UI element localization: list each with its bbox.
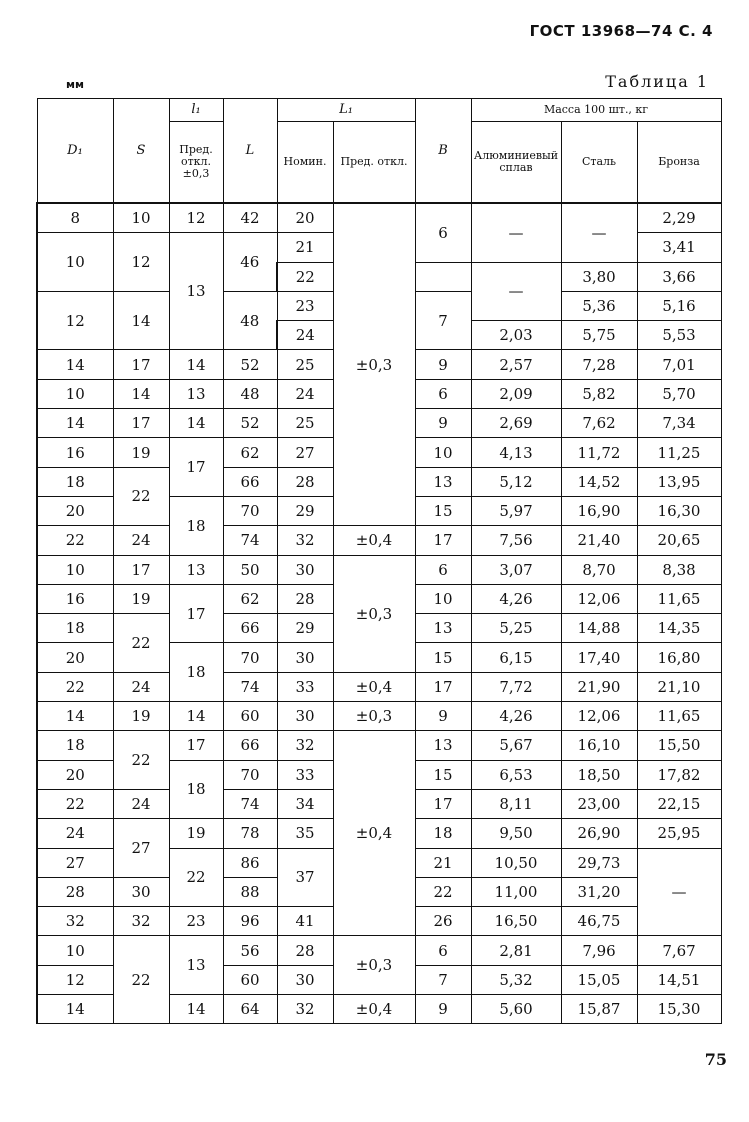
cell-l1-nom: 28 bbox=[277, 936, 333, 965]
cell-l1-nom: 28 bbox=[277, 584, 333, 613]
cell-alum: 5,60 bbox=[471, 995, 561, 1024]
cell-steel: 15,05 bbox=[561, 965, 637, 994]
cell-l: 66 bbox=[223, 467, 277, 496]
cell-s: 14 bbox=[113, 379, 169, 408]
cell-d: 14 bbox=[37, 409, 113, 438]
cell-alum: 5,67 bbox=[471, 731, 561, 760]
col-header-l1: l₁ bbox=[169, 99, 223, 122]
cell-d: 10 bbox=[37, 379, 113, 408]
cell-d: 8 bbox=[37, 203, 113, 233]
cell-s: 17 bbox=[113, 409, 169, 438]
cell-l1-nom: 29 bbox=[277, 496, 333, 525]
cell-alum: 2,57 bbox=[471, 350, 561, 379]
col-header-l1-tolerance: Пред. откл. bbox=[333, 122, 415, 204]
cell-alum: 16,50 bbox=[471, 907, 561, 936]
cell-l1-nom: 25 bbox=[277, 409, 333, 438]
cell-l1-nom: 29 bbox=[277, 614, 333, 643]
cell-l1-nom: 20 bbox=[277, 203, 333, 233]
col-header-big-l1: L₁ bbox=[277, 99, 415, 122]
cell-steel: 7,62 bbox=[561, 409, 637, 438]
cell-alum: 7,72 bbox=[471, 672, 561, 701]
cell-bronze: 3,41 bbox=[637, 233, 721, 262]
cell-l: 96 bbox=[223, 907, 277, 936]
cell-l: 86 bbox=[223, 848, 277, 877]
cell-steel: 23,00 bbox=[561, 789, 637, 818]
cell-steel: 5,82 bbox=[561, 379, 637, 408]
cell-steel: 12,06 bbox=[561, 584, 637, 613]
cell-l1: 13 bbox=[169, 379, 223, 408]
cell-s: 22 bbox=[113, 614, 169, 673]
cell-bronze: 11,65 bbox=[637, 584, 721, 613]
cell-d: 14 bbox=[37, 350, 113, 379]
cell-s: 12 bbox=[113, 233, 169, 292]
cell-tol: ±0,4 bbox=[333, 526, 415, 555]
cell-d: 12 bbox=[37, 965, 113, 994]
cell-l: 52 bbox=[223, 350, 277, 379]
cell-l: 74 bbox=[223, 526, 277, 555]
cell-steel: 8,70 bbox=[561, 555, 637, 584]
cell-d: 14 bbox=[37, 995, 113, 1024]
cell-s: 32 bbox=[113, 907, 169, 936]
cell-steel: — bbox=[561, 203, 637, 262]
cell-bronze: 17,82 bbox=[637, 760, 721, 789]
cell-alum: 4,13 bbox=[471, 438, 561, 467]
cell-steel: 15,87 bbox=[561, 995, 637, 1024]
col-header-steel: Сталь bbox=[561, 122, 637, 204]
cell-b: 10 bbox=[415, 438, 471, 467]
cell-b: 15 bbox=[415, 643, 471, 672]
table-row bbox=[37, 731, 721, 760]
cell-l: 70 bbox=[223, 643, 277, 672]
cell-alum: — bbox=[471, 203, 561, 262]
cell-l1-nom: 28 bbox=[277, 467, 333, 496]
col-header-b: B bbox=[415, 99, 471, 204]
cell-l1: 14 bbox=[169, 409, 223, 438]
cell-bronze: 15,30 bbox=[637, 995, 721, 1024]
cell-bronze: 11,65 bbox=[637, 702, 721, 731]
cell-l1-nom: 30 bbox=[277, 555, 333, 584]
cell-bronze: 14,51 bbox=[637, 965, 721, 994]
cell-d: 22 bbox=[37, 526, 113, 555]
table-row bbox=[37, 555, 721, 584]
cell-b: 9 bbox=[415, 409, 471, 438]
cell-alum: 6,15 bbox=[471, 643, 561, 672]
cell-steel: 17,40 bbox=[561, 643, 637, 672]
cell-l1-nom: 32 bbox=[277, 995, 333, 1024]
cell-tol: ±0,3 bbox=[333, 936, 415, 995]
cell-l1-nom: 37 bbox=[277, 848, 333, 907]
cell-d: 32 bbox=[37, 907, 113, 936]
cell-bronze: — bbox=[637, 848, 721, 936]
cell-l: 62 bbox=[223, 584, 277, 613]
cell-l1-nom: 34 bbox=[277, 789, 333, 818]
cell-steel: 7,28 bbox=[561, 350, 637, 379]
cell-l1-nom: 22 bbox=[277, 262, 333, 291]
cell-l1: 18 bbox=[169, 760, 223, 819]
cell-s: 22 bbox=[113, 936, 169, 1024]
cell-l1: 18 bbox=[169, 643, 223, 702]
cell-b: 10 bbox=[415, 584, 471, 613]
cell-bronze: 16,80 bbox=[637, 643, 721, 672]
cell-l1-nom: 32 bbox=[277, 731, 333, 760]
cell-bronze: 5,53 bbox=[637, 321, 721, 350]
cell-l: 70 bbox=[223, 496, 277, 525]
cell-steel: 11,72 bbox=[561, 438, 637, 467]
cell-b: 13 bbox=[415, 731, 471, 760]
cell-b: 7 bbox=[415, 291, 471, 350]
cell-d: 10 bbox=[37, 233, 113, 292]
cell-l1-nom: 41 bbox=[277, 907, 333, 936]
col-header-s: S bbox=[113, 99, 169, 204]
cell-d: 24 bbox=[37, 819, 113, 848]
cell-d: 18 bbox=[37, 467, 113, 496]
cell-l: 74 bbox=[223, 672, 277, 701]
cell-l1: 13 bbox=[169, 936, 223, 995]
cell-bronze: 7,67 bbox=[637, 936, 721, 965]
table-row bbox=[37, 203, 721, 233]
cell-alum: 7,56 bbox=[471, 526, 561, 555]
cell-alum: — bbox=[471, 262, 561, 321]
cell-bronze: 25,95 bbox=[637, 819, 721, 848]
col-header-bronze: Бронза bbox=[637, 122, 721, 204]
cell-b: 21 bbox=[415, 848, 471, 877]
cell-steel: 16,90 bbox=[561, 496, 637, 525]
cell-l1-nom: 23 bbox=[277, 291, 333, 320]
cell-b: 22 bbox=[415, 877, 471, 906]
cell-tol: ±0,3 bbox=[333, 203, 415, 526]
cell-bronze: 22,15 bbox=[637, 789, 721, 818]
cell-d: 22 bbox=[37, 789, 113, 818]
cell-s: 17 bbox=[113, 555, 169, 584]
cell-b: 9 bbox=[415, 702, 471, 731]
cell-bronze: 14,35 bbox=[637, 614, 721, 643]
cell-l1: 14 bbox=[169, 702, 223, 731]
col-header-l1-nom: Номин. bbox=[277, 122, 333, 204]
cell-l: 42 bbox=[223, 203, 277, 233]
col-header-d: D₁ bbox=[37, 99, 113, 204]
cell-d: 10 bbox=[37, 936, 113, 965]
cell-l1: 17 bbox=[169, 584, 223, 643]
cell-l1-nom: 30 bbox=[277, 643, 333, 672]
cell-d: 18 bbox=[37, 731, 113, 760]
cell-alum: 6,53 bbox=[471, 760, 561, 789]
cell-b: 13 bbox=[415, 614, 471, 643]
cell-l: 46 bbox=[223, 233, 277, 292]
cell-alum: 2,69 bbox=[471, 409, 561, 438]
cell-b: 6 bbox=[415, 936, 471, 965]
cell-l1-nom: 30 bbox=[277, 702, 333, 731]
cell-alum: 3,07 bbox=[471, 555, 561, 584]
document-header: ГОСТ 13968—74 С. 4 bbox=[529, 22, 713, 40]
col-header-mass: Масса 100 шт., кг bbox=[471, 99, 721, 122]
cell-bronze: 16,30 bbox=[637, 496, 721, 525]
cell-d: 28 bbox=[37, 877, 113, 906]
cell-s: 30 bbox=[113, 877, 169, 906]
cell-b: 15 bbox=[415, 496, 471, 525]
cell-steel: 21,40 bbox=[561, 526, 637, 555]
dimensions-table bbox=[36, 98, 722, 1024]
cell-steel: 46,75 bbox=[561, 907, 637, 936]
cell-d: 22 bbox=[37, 672, 113, 701]
cell-l1-nom: 24 bbox=[277, 321, 333, 350]
cell-l1: 18 bbox=[169, 496, 223, 555]
cell-bronze: 13,95 bbox=[637, 467, 721, 496]
cell-l1-nom: 33 bbox=[277, 760, 333, 789]
cell-s: 24 bbox=[113, 526, 169, 555]
cell-b: 17 bbox=[415, 672, 471, 701]
cell-alum: 2,81 bbox=[471, 936, 561, 965]
cell-alum: 4,26 bbox=[471, 702, 561, 731]
cell-l: 66 bbox=[223, 614, 277, 643]
cell-bronze: 5,16 bbox=[637, 291, 721, 320]
cell-b: 15 bbox=[415, 760, 471, 789]
cell-bronze: 8,38 bbox=[637, 555, 721, 584]
table-row bbox=[37, 672, 721, 701]
col-header-alum: Алюминиевый сплав bbox=[471, 122, 561, 204]
cell-alum: 10,50 bbox=[471, 848, 561, 877]
cell-alum: 11,00 bbox=[471, 877, 561, 906]
cell-l1-nom: 27 bbox=[277, 438, 333, 467]
cell-l: 70 bbox=[223, 760, 277, 789]
cell-l: 52 bbox=[223, 409, 277, 438]
cell-d: 16 bbox=[37, 584, 113, 613]
cell-tol: ±0,4 bbox=[333, 672, 415, 701]
cell-b: 18 bbox=[415, 819, 471, 848]
cell-bronze: 11,25 bbox=[637, 438, 721, 467]
cell-steel: 7,96 bbox=[561, 936, 637, 965]
cell-tol: ±0,3 bbox=[333, 702, 415, 731]
cell-d: 12 bbox=[37, 291, 113, 350]
cell-l1: 12 bbox=[169, 203, 223, 233]
cell-bronze: 3,66 bbox=[637, 262, 721, 291]
cell-l: 50 bbox=[223, 555, 277, 584]
cell-l1-nom: 25 bbox=[277, 350, 333, 379]
cell-bronze: 2,29 bbox=[637, 203, 721, 233]
cell-l1: 22 bbox=[169, 848, 223, 907]
table-row bbox=[37, 702, 721, 731]
cell-l1: 14 bbox=[169, 350, 223, 379]
cell-b: 17 bbox=[415, 526, 471, 555]
cell-s: 19 bbox=[113, 702, 169, 731]
cell-l: 60 bbox=[223, 702, 277, 731]
cell-steel: 16,10 bbox=[561, 731, 637, 760]
cell-d: 14 bbox=[37, 702, 113, 731]
col-header-l: L bbox=[223, 99, 277, 204]
cell-s: 27 bbox=[113, 819, 169, 878]
cell-s: 22 bbox=[113, 731, 169, 790]
cell-l1-nom: 30 bbox=[277, 965, 333, 994]
cell-s: 17 bbox=[113, 350, 169, 379]
cell-s: 19 bbox=[113, 438, 169, 467]
cell-l1: 13 bbox=[169, 555, 223, 584]
cell-l: 56 bbox=[223, 936, 277, 965]
cell-l1-nom: 35 bbox=[277, 819, 333, 848]
cell-b: 17 bbox=[415, 789, 471, 818]
cell-alum: 4,26 bbox=[471, 584, 561, 613]
cell-steel: 3,80 bbox=[561, 262, 637, 291]
cell-alum: 5,32 bbox=[471, 965, 561, 994]
cell-l1: 13 bbox=[169, 233, 223, 350]
cell-l: 88 bbox=[223, 877, 277, 906]
cell-b: 13 bbox=[415, 467, 471, 496]
cell-b: 6 bbox=[415, 555, 471, 584]
cell-d: 20 bbox=[37, 760, 113, 789]
cell-d: 20 bbox=[37, 496, 113, 525]
cell-l1: 23 bbox=[169, 907, 223, 936]
cell-s: 14 bbox=[113, 291, 169, 350]
cell-l: 66 bbox=[223, 731, 277, 760]
cell-s: 24 bbox=[113, 672, 169, 701]
cell-s: 22 bbox=[113, 467, 169, 526]
col-header-l1-tol: Пред. откл. ±0,3 bbox=[169, 122, 223, 204]
cell-l: 62 bbox=[223, 438, 277, 467]
cell-tol: ±0,4 bbox=[333, 731, 415, 936]
cell-l1-nom: 24 bbox=[277, 379, 333, 408]
cell-bronze: 5,70 bbox=[637, 379, 721, 408]
table-row bbox=[37, 936, 721, 965]
cell-alum: 2,09 bbox=[471, 379, 561, 408]
cell-l: 48 bbox=[223, 379, 277, 408]
cell-bronze: 15,50 bbox=[637, 731, 721, 760]
cell-s: 10 bbox=[113, 203, 169, 233]
cell-alum: 8,11 bbox=[471, 789, 561, 818]
cell-steel: 31,20 bbox=[561, 877, 637, 906]
cell-d: 20 bbox=[37, 643, 113, 672]
cell-s: 24 bbox=[113, 789, 169, 818]
cell-tol: ±0,3 bbox=[333, 555, 415, 672]
table-title: Таблица 1 bbox=[605, 72, 709, 91]
cell-l1: 19 bbox=[169, 819, 223, 848]
cell-d: 27 bbox=[37, 848, 113, 877]
cell-l1-nom: 32 bbox=[277, 526, 333, 555]
cell-l: 48 bbox=[223, 291, 277, 350]
cell-steel: 14,88 bbox=[561, 614, 637, 643]
cell-b bbox=[415, 262, 471, 291]
cell-steel: 5,36 bbox=[561, 291, 637, 320]
cell-b: 26 bbox=[415, 907, 471, 936]
cell-l1: 14 bbox=[169, 995, 223, 1024]
cell-bronze: 20,65 bbox=[637, 526, 721, 555]
cell-steel: 26,90 bbox=[561, 819, 637, 848]
cell-alum: 2,03 bbox=[471, 321, 561, 350]
cell-alum: 9,50 bbox=[471, 819, 561, 848]
cell-steel: 29,73 bbox=[561, 848, 637, 877]
cell-b: 6 bbox=[415, 379, 471, 408]
cell-b: 6 bbox=[415, 203, 471, 262]
cell-b: 7 bbox=[415, 965, 471, 994]
cell-alum: 5,12 bbox=[471, 467, 561, 496]
cell-bronze: 21,10 bbox=[637, 672, 721, 701]
cell-l1: 17 bbox=[169, 731, 223, 760]
cell-l: 64 bbox=[223, 995, 277, 1024]
cell-b: 9 bbox=[415, 350, 471, 379]
cell-b: 9 bbox=[415, 995, 471, 1024]
cell-d: 16 bbox=[37, 438, 113, 467]
cell-s: 19 bbox=[113, 584, 169, 613]
table-row bbox=[37, 526, 721, 555]
cell-l: 60 bbox=[223, 965, 277, 994]
cell-d: 18 bbox=[37, 614, 113, 643]
cell-steel: 14,52 bbox=[561, 467, 637, 496]
cell-d: 10 bbox=[37, 555, 113, 584]
cell-l: 74 bbox=[223, 789, 277, 818]
units-label: мм bbox=[66, 78, 84, 91]
cell-bronze: 7,01 bbox=[637, 350, 721, 379]
cell-steel: 12,06 bbox=[561, 702, 637, 731]
cell-l1-nom: 33 bbox=[277, 672, 333, 701]
cell-l1-nom: 21 bbox=[277, 233, 333, 262]
cell-steel: 5,75 bbox=[561, 321, 637, 350]
cell-l1: 17 bbox=[169, 438, 223, 497]
cell-tol: ±0,4 bbox=[333, 995, 415, 1024]
page-number: 75 bbox=[704, 1050, 727, 1069]
cell-steel: 21,90 bbox=[561, 672, 637, 701]
cell-l: 78 bbox=[223, 819, 277, 848]
cell-alum: 5,97 bbox=[471, 496, 561, 525]
cell-bronze: 7,34 bbox=[637, 409, 721, 438]
cell-steel: 18,50 bbox=[561, 760, 637, 789]
cell-alum: 5,25 bbox=[471, 614, 561, 643]
